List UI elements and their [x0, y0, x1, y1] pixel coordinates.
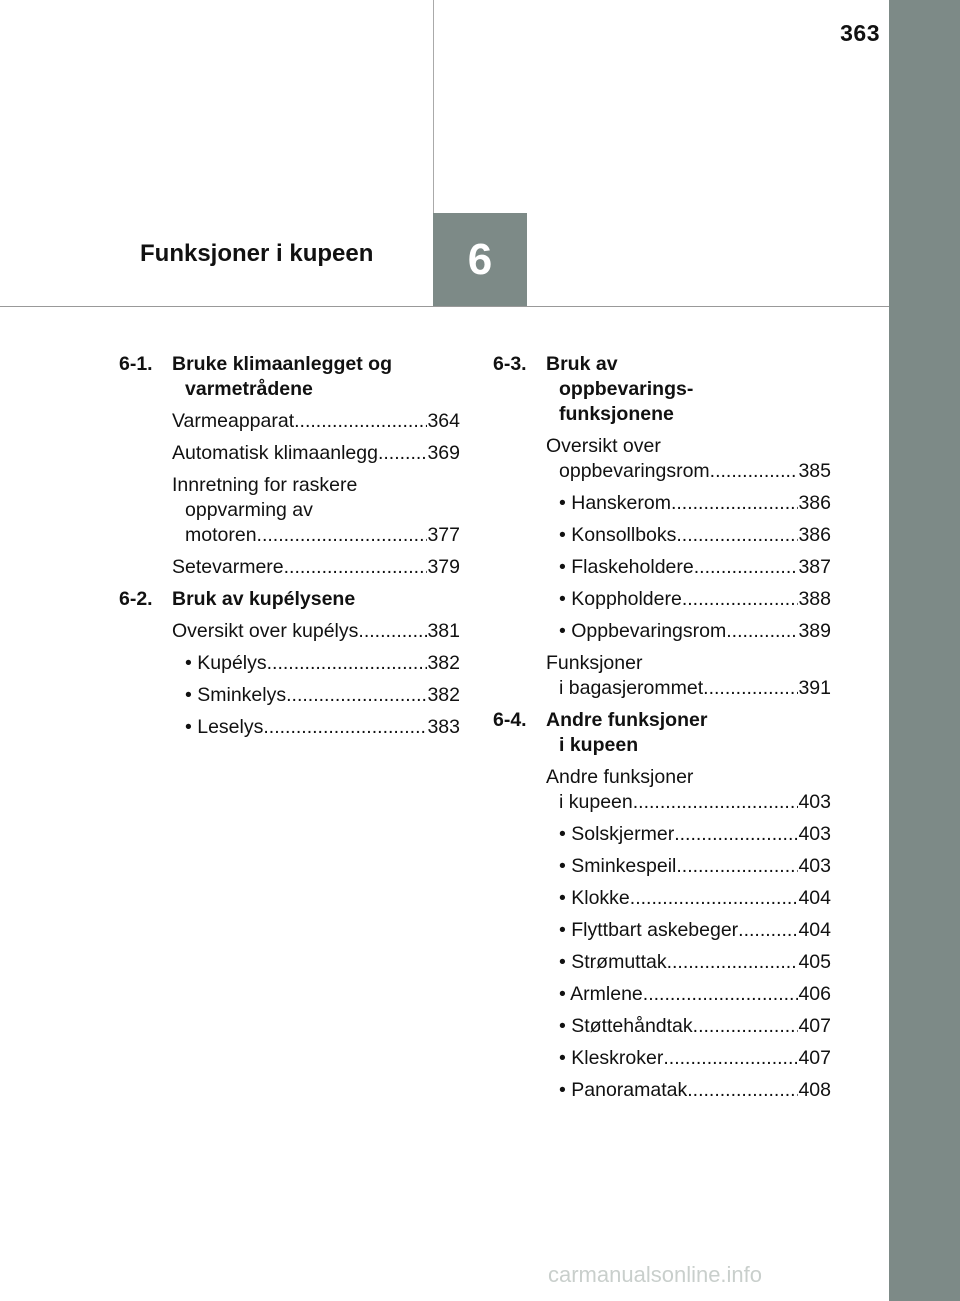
- toc-entry[interactable]: [172, 441, 460, 466]
- toc-entry-leader-line: [546, 822, 831, 847]
- toc-entry-line: Andre funksjoner: [546, 766, 694, 788]
- toc-entry-leader-line: [172, 523, 460, 548]
- dot-leader: [263, 715, 427, 740]
- toc-entry-leader-line: [546, 587, 831, 612]
- dot-leader: [710, 459, 799, 484]
- section-title-line: varmetrådene: [185, 378, 313, 400]
- toc-entry-line: oppvarming av: [185, 499, 313, 521]
- toc-entry-leader-line: [172, 619, 460, 644]
- toc-entry-leader-line: [172, 715, 460, 740]
- toc-entry-text: oppbevaringsrom: [559, 460, 710, 482]
- toc-entry-leader-line: [546, 491, 831, 516]
- toc-entry[interactable]: [546, 918, 831, 943]
- toc-entry-page: 369: [427, 442, 460, 464]
- toc-section-heading: [119, 587, 460, 612]
- toc-entry[interactable]: [546, 1046, 831, 1071]
- toc-entry-text: • Armlene: [559, 983, 643, 1005]
- toc-entry-leader-line: [546, 1078, 831, 1103]
- section-title-line: funksjonene: [559, 403, 674, 425]
- toc-entry-text: • Konsollboks: [559, 524, 677, 546]
- toc-entry-text: • Støttehåndtak: [559, 1015, 693, 1037]
- toc-entry-text: • Flaskeholdere: [559, 556, 694, 578]
- toc-entry[interactable]: [546, 587, 831, 612]
- toc-entry-page: 377: [427, 524, 460, 546]
- dot-leader: [663, 1046, 798, 1071]
- toc-entry-leader-line: [172, 651, 460, 676]
- watermark: carmanualsonline.info: [548, 1262, 763, 1287]
- toc-entry[interactable]: [546, 982, 831, 1007]
- toc-entry[interactable]: [172, 651, 460, 676]
- toc-entry-text: • Leselys: [185, 716, 264, 738]
- toc-entry-page: 381: [427, 620, 460, 642]
- section-number: 6-4.: [493, 709, 527, 731]
- dot-leader: [257, 523, 428, 548]
- toc-entry-page: 382: [427, 684, 460, 706]
- dot-leader: [643, 982, 799, 1007]
- header-divider-vertical: [433, 0, 434, 213]
- dot-leader: [694, 555, 799, 580]
- toc-entry-text: • Koppholdere: [559, 588, 682, 610]
- toc-entry[interactable]: [546, 765, 831, 815]
- toc-entry-page: 386: [798, 524, 831, 546]
- chapter-side-tab: [889, 0, 960, 1301]
- toc-entry-page: 385: [798, 460, 831, 482]
- toc-entry-page: 391: [798, 677, 831, 699]
- toc-entry-page: 404: [798, 887, 831, 909]
- toc-entry-line: Innretning for raskere: [172, 474, 358, 496]
- toc-entry-line: Funksjoner: [546, 652, 643, 674]
- toc-entry-leader-line: [546, 790, 831, 815]
- toc-entry-leader-line: [546, 1046, 831, 1071]
- toc-entry-page: 405: [798, 951, 831, 973]
- toc-entry-page: 404: [798, 919, 831, 941]
- toc-entry[interactable]: [546, 886, 831, 911]
- section-title: [546, 352, 831, 427]
- toc-entry-leader-line: [546, 676, 831, 701]
- dot-leader: [676, 523, 798, 548]
- toc-entries: [493, 765, 831, 1103]
- section-number: 6-2.: [119, 588, 153, 610]
- toc-section-heading: [119, 352, 460, 402]
- toc-entry-text: i bagasjerommet: [559, 677, 704, 699]
- chapter-number-box: [433, 213, 527, 306]
- toc-entry-text: • Kleskroker: [559, 1047, 664, 1069]
- toc-column-left: [119, 352, 460, 747]
- toc-entry[interactable]: [546, 491, 831, 516]
- toc-entry-text: motoren: [185, 524, 257, 546]
- toc-entry[interactable]: [172, 715, 460, 740]
- section-title-line: Bruk av: [546, 353, 618, 375]
- toc-entry-line: Oversikt over: [546, 435, 661, 457]
- toc-entries: [119, 409, 460, 580]
- toc-entry[interactable]: [546, 822, 831, 847]
- toc-entry-leader-line: [172, 683, 460, 708]
- toc-entry-page: 403: [798, 791, 831, 813]
- toc-entries: [493, 434, 831, 701]
- dot-leader: [738, 918, 798, 943]
- dot-leader: [267, 651, 428, 676]
- dot-leader: [284, 555, 428, 580]
- toc-entry-page: 383: [427, 716, 460, 738]
- section-title-line: Bruke klimaanlegget og: [172, 353, 392, 375]
- toc-entry-text: • Flyttbart askebeger: [559, 919, 739, 941]
- toc-entry-leader-line: [546, 982, 831, 1007]
- toc-entry-leader-line: [546, 918, 831, 943]
- section-title: [546, 708, 831, 758]
- toc-entry-page: 408: [798, 1079, 831, 1101]
- toc-entry[interactable]: [546, 523, 831, 548]
- toc-entry-leader-line: [546, 1014, 831, 1039]
- toc-section-heading: [493, 352, 831, 427]
- toc-entry-text: • Sminkelys: [185, 684, 287, 706]
- toc-entry-leader-line: [172, 441, 460, 466]
- toc-entry[interactable]: [172, 555, 460, 580]
- toc-entry-leader-line: [546, 854, 831, 879]
- toc-entry-text: i kupeen: [559, 791, 633, 813]
- toc-entry-leader-line: [546, 886, 831, 911]
- toc-entry-text: Automatisk klimaanlegg: [172, 442, 378, 464]
- section-title-line: oppbevarings-: [559, 378, 694, 400]
- toc-entry-page: 407: [798, 1015, 831, 1037]
- toc-entry[interactable]: [546, 651, 831, 701]
- toc-entry-page: 389: [798, 620, 831, 642]
- toc-entry-page: 403: [798, 823, 831, 845]
- toc-entry-text: • Panoramatak: [559, 1079, 688, 1101]
- toc-entry-page: 403: [798, 855, 831, 877]
- chapter-number: 6: [467, 234, 493, 284]
- toc-entry-text: • Hanskerom: [559, 492, 671, 514]
- dot-leader: [667, 950, 799, 975]
- toc-entry-page: 379: [427, 556, 460, 578]
- dot-leader: [682, 587, 799, 612]
- toc-entry-text: • Strømuttak: [559, 951, 667, 973]
- section-title-line: Bruk av kupélysene: [172, 588, 356, 610]
- section-title-line: Andre funksjoner: [546, 709, 708, 731]
- dot-leader: [294, 409, 427, 434]
- section-number: 6-1.: [119, 353, 153, 375]
- dot-leader: [703, 676, 798, 701]
- toc-entry-text: • Klokke: [559, 887, 630, 909]
- toc-entry-text: • Solskjermer: [559, 823, 675, 845]
- dot-leader: [671, 491, 799, 516]
- section-number: 6-3.: [493, 353, 527, 375]
- toc-entry-leader-line: [546, 619, 831, 644]
- dot-leader: [674, 822, 798, 847]
- toc-entry-text: Varmeapparat: [172, 410, 295, 432]
- toc-entry-text: Setevarmere: [172, 556, 284, 578]
- toc-entry-page: 387: [798, 556, 831, 578]
- dot-leader: [687, 1078, 798, 1103]
- toc-entry-page: 382: [427, 652, 460, 674]
- toc-entry-leader-line: [172, 555, 460, 580]
- toc-entry[interactable]: [546, 854, 831, 879]
- toc-entry-page: 407: [798, 1047, 831, 1069]
- toc-entry-page: 406: [798, 983, 831, 1005]
- section-title: [172, 587, 460, 612]
- toc-entry[interactable]: [546, 619, 831, 644]
- dot-leader: [726, 619, 798, 644]
- toc-entry[interactable]: [546, 950, 831, 975]
- dot-leader: [358, 619, 427, 644]
- dot-leader: [630, 886, 799, 911]
- toc-entries: [119, 619, 460, 740]
- dot-leader: [286, 683, 427, 708]
- toc-entry-page: 388: [798, 588, 831, 610]
- toc-entry-leader-line: [546, 459, 831, 484]
- toc-entry-page: 364: [427, 410, 460, 432]
- toc-entry-leader-line: [546, 555, 831, 580]
- toc-entry[interactable]: [546, 1078, 831, 1103]
- dot-leader: [676, 854, 798, 879]
- dot-leader: [633, 790, 799, 815]
- toc-entry[interactable]: [546, 1014, 831, 1039]
- toc-entry-leader-line: [172, 409, 460, 434]
- toc-entry[interactable]: [172, 409, 460, 434]
- toc-section-heading: [493, 708, 831, 758]
- toc-entry-text: • Oppbevaringsrom: [559, 620, 727, 642]
- toc-entry[interactable]: [172, 619, 460, 644]
- toc-entry-leader-line: [546, 950, 831, 975]
- chapter-title: Funksjoner i kupeen: [140, 240, 374, 267]
- toc-column-right: [493, 352, 831, 1110]
- toc-entry[interactable]: [546, 434, 831, 484]
- toc-entry-text: • Sminkespeil: [559, 855, 677, 877]
- toc-entry[interactable]: [172, 683, 460, 708]
- dot-leader: [378, 441, 428, 466]
- toc-entry[interactable]: [172, 473, 460, 548]
- toc-entry-leader-line: [546, 523, 831, 548]
- section-title: [172, 352, 460, 402]
- toc-entry-text: Oversikt over kupélys: [172, 620, 359, 642]
- dot-leader: [693, 1014, 799, 1039]
- toc-entry[interactable]: [546, 555, 831, 580]
- toc-entry-text: • Kupélys: [185, 652, 267, 674]
- page-number: 363: [840, 20, 880, 46]
- toc-entry-page: 386: [798, 492, 831, 514]
- section-title-line: i kupeen: [559, 734, 639, 756]
- header-divider-horizontal: [0, 306, 889, 307]
